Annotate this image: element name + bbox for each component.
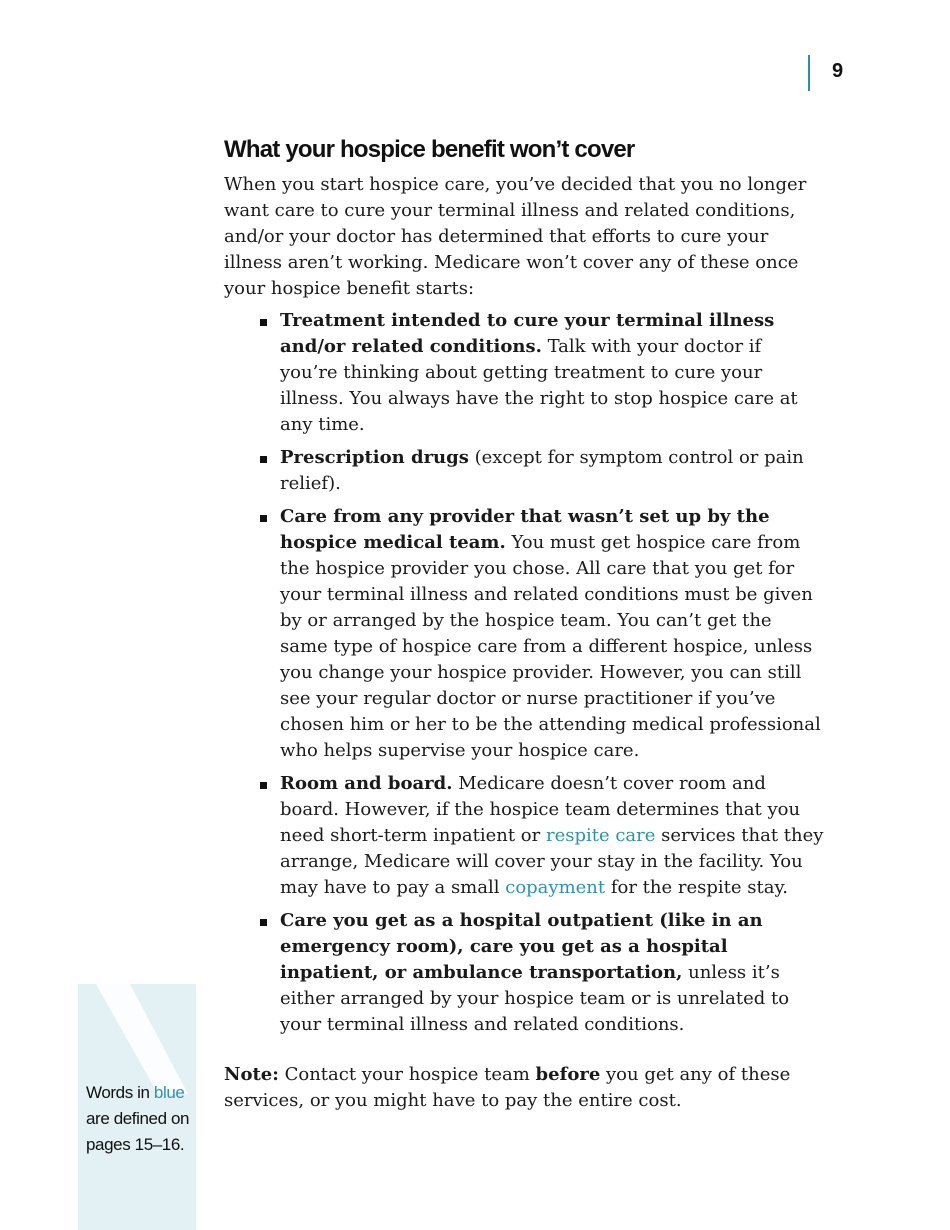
list-item-prescription-drugs — [280, 445, 824, 497]
glossary-note — [86, 1080, 196, 1158]
item-text: (except for symptom control or pain relief). — [280, 447, 804, 494]
note-label: Note: — [224, 1064, 279, 1085]
note-bold: before — [535, 1064, 601, 1085]
copayment-link[interactable]: copayment — [505, 877, 606, 898]
note-paragraph — [224, 1062, 824, 1114]
item-bold-label: Care you get as a hospital outpatient (like in an emergency room), care you get as a hospital inpatient, or ambulance transportation, — [280, 910, 763, 983]
item-bold-label: Care from any provider that wasn’t set up by the hospice medical team. — [280, 506, 770, 553]
item-text: unless it’s either arranged by your hospice team or is unrelated to your terminal illness and related conditions. — [280, 962, 790, 1035]
glossary-highlight: blue — [153, 1083, 185, 1102]
item-text: Talk with your doctor if you’re thinking about getting treatment to cure your illness. You always have the right to stop hospice care at any time. — [280, 336, 798, 435]
item-text: services that they arrange, Medicare will cover your stay in the facility. You may have to pay a small — [280, 825, 824, 898]
note-text: Contact your hospice team — [278, 1064, 536, 1085]
glossary-prefix: Words in — [86, 1083, 154, 1102]
list-item-room-and-board — [280, 771, 824, 901]
item-bold-label: Prescription drugs — [280, 447, 469, 468]
exclusions-list — [224, 308, 824, 1038]
main-content — [224, 136, 824, 1114]
list-item-other-provider — [280, 504, 824, 764]
intro-paragraph: When you start hospice care, you’ve decided that you no longer want care to cure your terminal illness and related conditions, and/or your doctor has determined that efforts to cure your illness aren’t working. Medicare won’t cover any of these once your hospice benefit starts: — [224, 174, 807, 299]
glossary-sidebar — [78, 984, 196, 1230]
glossary-suffix: are defined on pages 15–16. — [86, 1109, 190, 1154]
item-text: You must get hospice care from the hospice provider you chose. All care that you get for your terminal illness and related conditions must be given by or arranged by the hospice team. You can’t get the same type of hospice care from a different hospice, unless you change your hospice provider. However, you can still see your regular doctor or nurse practitioner if you’ve chosen him or her to be the attending medical professional who helps supervise your hospice care. — [280, 532, 821, 761]
item-bold-label: Room and board. — [280, 773, 453, 794]
page-number: 9 — [832, 60, 844, 82]
list-item-treatment — [280, 308, 824, 438]
item-bold-label: Treatment intended to cure your terminal illness and/or related conditions. — [280, 310, 775, 357]
item-text: for the respite stay. — [605, 877, 788, 898]
list-item-hospital-care — [280, 908, 824, 1038]
item-text: Medicare doesn’t cover room and board. However, if the hospice team determines that you need short-term inpatient or — [280, 773, 801, 846]
section-heading: What your hospice benefit won’t cover — [224, 136, 635, 163]
page-number-rule — [808, 55, 810, 91]
note-text: you get any of these services, or you might have to pay the entire cost. — [224, 1064, 791, 1111]
respite-care-link[interactable]: respite care — [545, 825, 656, 846]
